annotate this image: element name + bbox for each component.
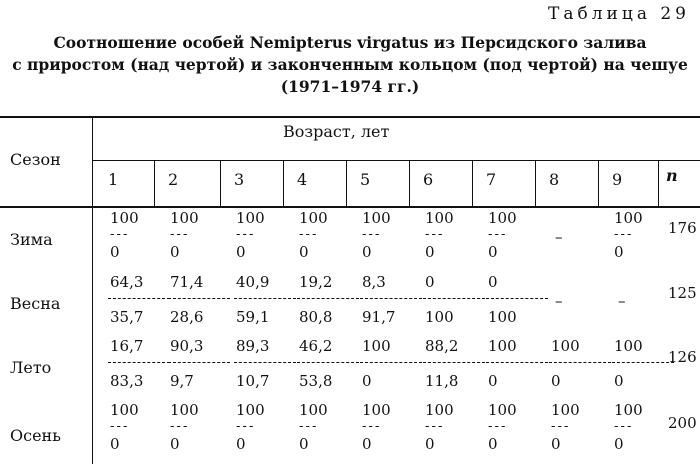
growth-value: 0 bbox=[488, 273, 498, 291]
ring-value: 0 bbox=[551, 435, 561, 453]
column-divider bbox=[472, 161, 473, 206]
fraction-line: - - - bbox=[614, 227, 631, 242]
fraction-cell bbox=[234, 400, 286, 458]
n-value: 126 bbox=[668, 348, 697, 366]
fraction-cell bbox=[360, 208, 412, 266]
fraction-line bbox=[108, 362, 170, 369]
fraction-cell bbox=[168, 336, 220, 394]
fraction-cell bbox=[612, 336, 664, 394]
fraction-line bbox=[234, 298, 296, 305]
fraction-line bbox=[486, 362, 548, 369]
growth-value: 100 bbox=[299, 209, 328, 227]
ring-value: 0 bbox=[425, 243, 435, 261]
age-column-header: 9 bbox=[612, 170, 623, 189]
column-divider bbox=[535, 161, 536, 206]
fraction-line bbox=[486, 298, 548, 305]
ring-value: 0 bbox=[236, 243, 246, 261]
fraction-cell bbox=[108, 400, 160, 458]
fraction-cell bbox=[108, 336, 160, 394]
growth-value: 100 bbox=[425, 209, 454, 227]
season-label: Осень bbox=[10, 426, 61, 445]
fraction-cell bbox=[423, 208, 475, 266]
age-column-header: 7 bbox=[486, 170, 497, 189]
fraction-cell bbox=[549, 272, 601, 330]
fraction-line: - - - bbox=[236, 227, 253, 242]
growth-value: 100 bbox=[362, 337, 391, 355]
column-divider bbox=[658, 161, 659, 206]
season-header: Сезон bbox=[10, 150, 61, 169]
growth-value: 100 bbox=[488, 209, 517, 227]
ring-value: 0 bbox=[299, 243, 309, 261]
column-divider bbox=[283, 161, 284, 206]
fraction-line: - - - bbox=[170, 419, 187, 434]
growth-value: 100 bbox=[170, 401, 199, 419]
fraction-cell bbox=[486, 336, 538, 394]
age-header: Возраст, лет bbox=[283, 122, 390, 141]
fraction-cell bbox=[234, 336, 286, 394]
ring-value: 9,7 bbox=[170, 372, 194, 390]
growth-value: 100 bbox=[110, 209, 139, 227]
ring-value: 0 bbox=[110, 435, 120, 453]
ring-value: 0 bbox=[362, 435, 372, 453]
ring-value: 0 bbox=[488, 243, 498, 261]
growth-value: 100 bbox=[551, 401, 580, 419]
fraction-cell bbox=[612, 272, 664, 330]
fraction-line: - - - bbox=[488, 419, 505, 434]
fraction-cell bbox=[423, 400, 475, 458]
season-label: Лето bbox=[10, 358, 52, 377]
fraction-cell bbox=[360, 336, 412, 394]
title-line-1: Соотношение особей Nemipterus virgatus из Персидского залива bbox=[53, 33, 647, 52]
ring-value: 59,1 bbox=[236, 308, 270, 326]
fraction-line bbox=[234, 362, 296, 369]
ring-value: 0 bbox=[362, 372, 372, 390]
ring-value: 0 bbox=[170, 435, 180, 453]
fraction-line bbox=[549, 362, 611, 369]
fraction-line: - - - bbox=[362, 227, 379, 242]
ring-value: 100 bbox=[425, 308, 454, 326]
fraction-cell bbox=[168, 400, 220, 458]
fraction-cell bbox=[297, 336, 349, 394]
growth-value: 100 bbox=[170, 209, 199, 227]
title-line-3: (1971–1974 гг.) bbox=[280, 77, 420, 96]
fraction-line: - - - bbox=[110, 227, 127, 242]
ring-value: 0 bbox=[299, 435, 309, 453]
growth-value: 90,3 bbox=[170, 337, 204, 355]
ring-value: 80,8 bbox=[299, 308, 333, 326]
title-line-2: с приростом (над чертой) и законченным кольцом (под чертой) на чешуе bbox=[12, 55, 688, 74]
ring-value: 83,3 bbox=[110, 372, 144, 390]
growth-value: 71,4 bbox=[170, 273, 204, 291]
fraction-line bbox=[360, 362, 422, 369]
ring-value: 11,8 bbox=[425, 372, 459, 390]
growth-value: 100 bbox=[488, 337, 517, 355]
age-column-header: 3 bbox=[234, 170, 245, 189]
fraction-line bbox=[423, 362, 485, 369]
season-label: Зима bbox=[10, 230, 53, 249]
growth-value: 100 bbox=[551, 337, 580, 355]
fraction-cell bbox=[486, 272, 538, 330]
fraction-cell bbox=[108, 272, 160, 330]
fraction-cell bbox=[234, 208, 286, 266]
fraction-cell bbox=[360, 400, 412, 458]
fraction-cell bbox=[612, 400, 664, 458]
column-divider bbox=[220, 161, 221, 206]
ring-value: 0 bbox=[488, 435, 498, 453]
ring-value: 0 bbox=[551, 372, 561, 390]
fraction-line: - - - bbox=[170, 227, 187, 242]
growth-value: 88,2 bbox=[425, 337, 459, 355]
growth-value: 100 bbox=[362, 401, 391, 419]
table-title bbox=[0, 32, 700, 98]
fraction-line bbox=[108, 298, 170, 305]
n-value: 125 bbox=[668, 284, 697, 302]
fraction-cell bbox=[486, 208, 538, 266]
n-value: 176 bbox=[668, 219, 697, 237]
empty-dash: – bbox=[555, 228, 563, 246]
growth-value: 89,3 bbox=[236, 337, 270, 355]
ring-value: 0 bbox=[110, 243, 120, 261]
fraction-cell bbox=[423, 272, 475, 330]
growth-value: 100 bbox=[236, 209, 265, 227]
fraction-line bbox=[612, 362, 674, 369]
fraction-cell bbox=[297, 272, 349, 330]
age-column-header: 1 bbox=[108, 170, 119, 189]
ring-value: 0 bbox=[170, 243, 180, 261]
growth-value: 100 bbox=[299, 401, 328, 419]
ring-value: 35,7 bbox=[110, 308, 144, 326]
growth-value: 100 bbox=[110, 401, 139, 419]
fraction-cell bbox=[486, 400, 538, 458]
column-divider bbox=[346, 161, 347, 206]
fraction-line bbox=[297, 298, 359, 305]
fraction-line bbox=[168, 362, 230, 369]
fraction-cell bbox=[168, 208, 220, 266]
age-column-header: 8 bbox=[549, 170, 560, 189]
age-column-header: 2 bbox=[168, 170, 179, 189]
fraction-cell bbox=[234, 272, 286, 330]
fraction-cell bbox=[360, 272, 412, 330]
fraction-line bbox=[168, 298, 230, 305]
age-subheader-rule bbox=[92, 160, 700, 161]
age-column-header: 4 bbox=[297, 170, 308, 189]
age-column-header: 5 bbox=[360, 170, 371, 189]
fraction-line bbox=[360, 298, 422, 305]
ring-value: 100 bbox=[488, 308, 517, 326]
empty-dash: – bbox=[618, 292, 626, 310]
fraction-cell bbox=[549, 336, 601, 394]
column-divider bbox=[409, 161, 410, 206]
empty-dash: – bbox=[555, 292, 563, 310]
n-value: 200 bbox=[668, 414, 697, 432]
fraction-cell bbox=[297, 208, 349, 266]
fraction-line: - - - bbox=[425, 227, 442, 242]
ring-value: 0 bbox=[614, 243, 624, 261]
growth-value: 46,2 bbox=[299, 337, 333, 355]
fraction-line bbox=[297, 362, 359, 369]
fraction-cell bbox=[108, 208, 160, 266]
ring-value: 28,6 bbox=[170, 308, 204, 326]
growth-value: 100 bbox=[614, 337, 643, 355]
season-label: Весна bbox=[10, 294, 61, 313]
growth-value: 0 bbox=[425, 273, 435, 291]
growth-value: 100 bbox=[614, 209, 643, 227]
growth-value: 40,9 bbox=[236, 273, 270, 291]
fraction-line: - - - bbox=[362, 419, 379, 434]
n-header: n bbox=[666, 166, 678, 185]
fraction-line: - - - bbox=[110, 419, 127, 434]
ring-value: 0 bbox=[236, 435, 246, 453]
growth-value: 64,3 bbox=[110, 273, 144, 291]
fraction-line: - - - bbox=[236, 419, 253, 434]
column-divider bbox=[598, 161, 599, 206]
fraction-cell bbox=[297, 400, 349, 458]
ring-value: 10,7 bbox=[236, 372, 270, 390]
ring-value: 0 bbox=[614, 372, 624, 390]
ring-value: 0 bbox=[425, 435, 435, 453]
fraction-cell bbox=[549, 400, 601, 458]
fraction-line: - - - bbox=[299, 419, 316, 434]
fraction-line: - - - bbox=[551, 419, 568, 434]
growth-value: 100 bbox=[614, 401, 643, 419]
fraction-line: - - - bbox=[299, 227, 316, 242]
ring-value: 0 bbox=[488, 372, 498, 390]
fraction-line bbox=[423, 298, 485, 305]
fraction-line: - - - bbox=[425, 419, 442, 434]
growth-value: 100 bbox=[236, 401, 265, 419]
fraction-line: - - - bbox=[614, 419, 631, 434]
ring-value: 91,7 bbox=[362, 308, 396, 326]
fraction-cell bbox=[549, 208, 601, 266]
column-divider bbox=[154, 161, 155, 206]
age-column-header: 6 bbox=[423, 170, 434, 189]
fraction-line: - - - bbox=[488, 227, 505, 242]
fraction-cell bbox=[423, 336, 475, 394]
ring-value: 0 bbox=[614, 435, 624, 453]
ring-value: 53,8 bbox=[299, 372, 333, 390]
growth-value: 8,3 bbox=[362, 273, 386, 291]
fraction-cell bbox=[612, 208, 664, 266]
growth-value: 16,7 bbox=[110, 337, 144, 355]
fraction-cell bbox=[168, 272, 220, 330]
growth-value: 100 bbox=[488, 401, 517, 419]
ring-value: 0 bbox=[362, 243, 372, 261]
table-label: Таблица 29 bbox=[548, 4, 690, 24]
growth-value: 100 bbox=[362, 209, 391, 227]
season-column-divider bbox=[92, 116, 93, 464]
growth-value: 19,2 bbox=[299, 273, 333, 291]
growth-value: 100 bbox=[425, 401, 454, 419]
top-rule bbox=[0, 116, 700, 118]
